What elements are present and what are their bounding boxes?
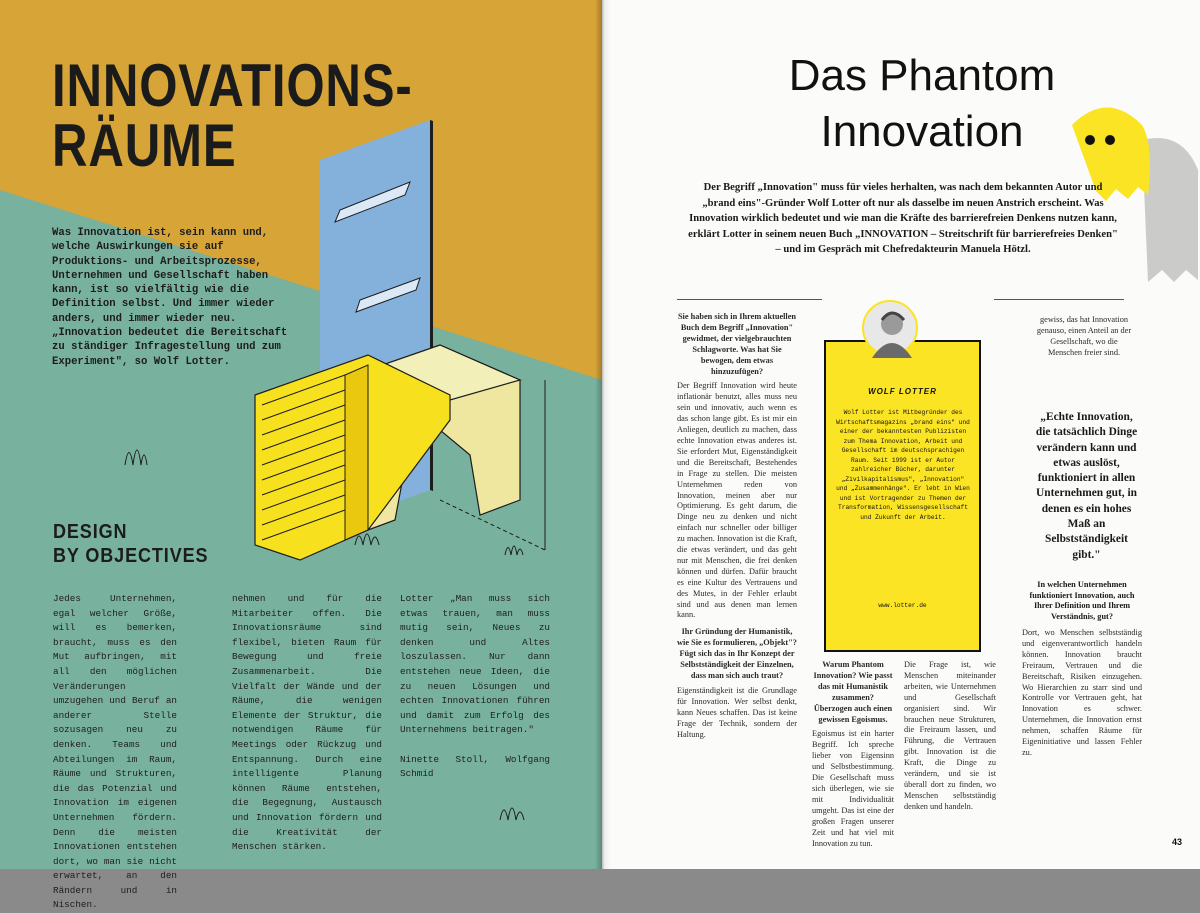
column-rule [677, 299, 822, 300]
right-lead: Der Begriff „Innovation" muss für vieles herhalten, was nach dem bekannten Autor und „brand eins"-Gründer Wolf Lotter oft nur als dasselbe im neuen Anstrich erscheint. Was Innovation wirklich bedeutet und wie man die Kräfte des barrierefreien Denkens nutzen kann, erklärt Lotter in seinem neuen Buch „INNOVATION – Streitschrift für barrierefreies Denken" – und im Gespräch mit Chefredakteurin Manuela Hötzl. [688, 182, 1118, 256]
left-subheading [53, 520, 208, 568]
left-title [52, 52, 413, 179]
interview-question: Warum Phantom Innovation? Wie passt das mit Humanistik zusammen? Überzogen auch einen gewissen Egoismus. [813, 660, 893, 724]
left-title-line2: RÄUME [52, 112, 237, 179]
right-col3 [904, 660, 996, 815]
right-title-line1: Das Phantom [788, 51, 1056, 100]
author-website: www.lotter.de [878, 602, 927, 609]
left-subheading-line1: DESIGN [53, 521, 128, 543]
right-col1 [677, 312, 797, 812]
right-title-line2: Innovation [820, 107, 1024, 156]
column-rule [994, 299, 1124, 300]
left-body-col1: Jedes Unternehmen, egal welcher Größe, will es bemerken, braucht, muss es den Mut aufbringen, mit all den möglichen Veränderungen umzugehen und Beruf an anderer Stelle sozusagen neu zu denken. Teams und Abteilungen im Raum, Räume und Strukturen, die das Potenzial und Innovation im eigenen Unternehmen fördern. Denn die meisten Innovationen entstehen dort, wo man sie nicht erwartet, an den Rändern und in Nischen. [53, 593, 177, 911]
left-body-col2: nehmen und für die Mitarbeiter offen. Die Innovationsräume sind flexibel, bieten Raum für Bewegung und freie Zusammenarbeit. Die Vielfalt der Wände und der Räume, die wenigen Elemente der Struktur, die notwendigen Räume für Meetings oder Rückzug und Entspannung. Durch eine intelligente Planung können Räume entstehen, die Begegnung, Austausch und Innovation fördern und die Kreativität der Menschen stärken. [232, 593, 382, 853]
interview-answer: Egoismus ist ein harter Begriff. Ich spreche lieber von Eigensinn und Selbstbestimmung. Die Gesellschaft muss sich überlegen, wie sie mit Individualität umgeht. Das ist eine der großen Fragen unserer Zeit und hat viel mit Innovation zu tun. [812, 729, 894, 848]
spine-gutter [595, 0, 611, 869]
interview-answer: Eigenständigkeit ist die Grundlage für Innovation. Wer selbst denkt, kann Neues schaffen. Das ist keine Frage der Technik, sondern der Haltung. [677, 685, 797, 739]
left-intro: Was Innovation ist, sein kann und, welche Auswirkungen sie auf Produktions- und Arbeitsprozesse, Unternehmen und Gesellschaft haben kann, ist so vielfältig wie die Definition selbst. Und immer wieder anders, und immer wieder neu. „Innovation bedeutet die Bereitschaft zu ständiger Infragestellung und zum Experiment", so Wolf Lotter. [52, 227, 288, 368]
interview-question: In welchen Unternehmen funktioniert Innovation, auch Ihrer Definition und Ihrem Verständnis, gut? [1029, 580, 1135, 621]
author-bio: Wolf Lotter ist Mitbegründer des Wirtschaftsmagazins „brand eins" und einer der bekanntesten Publizisten zum Thema Innovation, Arbeit und Gesellschaft im deutschsprachigen Raum. Seit 1999 ist er Autor zahlreicher Bücher, darunter „Zivilkapitalismus", „Innovation" und „Zusammenhänge". Er lebt in Wien und ist Vortragender zu Themen der Transformation, Wissensgesellschaft und Zukunft der Arbeit. [836, 409, 970, 521]
left-title-line1: INNOVATIONS- [52, 52, 413, 119]
left-body-col3: Lotter „Man muss sich etwas trauen, man muss mutig sein, Neues zu denken und Altes loszulassen. Nur dann entstehen neue Ideen, die zu neuen Lösungen und echten Innovationen führen und damit zum Erfolg des Unternehmens beitragen." Ninette Stoll, Wolfgang Schmid [400, 593, 550, 780]
right-col4-top: gewiss, das hat Innovation genauso, einen Anteil an der Gesellschaft, wo die Menschen freier sind. [1036, 315, 1132, 357]
interview-answer: Der Begriff Innovation wird heute inflationär benutzt, alles muss neu sein und innovativ, auch wenn es das schon lange gibt. Es ist mir ein Anliegen, deutlich zu machen, dass echte Innovation etwas anderes ist. Sie erfordert Mut, Eigenständigkeit und die Bereitschaft, Bestehendes in Frage zu stellen. Die meisten Unternehmen reden von Innovation, meinen aber nur Optimierung. Es geht darum, die Dinge neu zu denken und nicht einfach nur schneller oder billiger zu machen. Innovation ist die Kraft, die etwas verändert, und das geht nur mit Menschen, die frei denken können und dürfen. Dafür braucht es eine Kultur des Vertrauens und des Mutes, in der Fehler erlaubt sind und aus denen man lernen kann. [677, 381, 797, 620]
right-page [602, 0, 1200, 869]
pull-quote: „Echte Innovation, die tatsächlich Dinge verändern kann und etwas auslöst, funktioniert in allen Unternehmen gut, in denen es ein hohes Maß an Selbstständigkeit gibt." [1035, 411, 1138, 561]
page-number: 43 [1172, 837, 1183, 847]
right-col2 [812, 660, 894, 848]
right-title [722, 48, 1122, 160]
author-avatar [862, 300, 918, 356]
left-subheading-line2: BY OBJECTIVES [53, 545, 209, 567]
author-name: WOLF LOTTER [868, 387, 937, 396]
interview-question: Sie haben sich in Ihrem aktuellen Buch dem Begriff „Innovation" gewidmet, der vielgebrauchten Schlagworte. Was hat Sie bewogen, dem etwas hinzuzufügen? [677, 312, 797, 376]
interview-question: Ihr Gründung der Humanistik, wie Sie es formulieren, „Objekt"? Fügt sich das in Ihr Konzept der Selbstständigkeit der Einzelnen, dass man sich auch traut? [677, 627, 797, 680]
right-col4: Dort, wo Menschen selbstständig und eigenverantwortlich handeln können. Innovation braucht Freiraum, Vertrauen und die Bereitschaft, Risiken einzugehen. Wo Hierarchien zu starr sind und Kontrolle vor Vertrauen geht, hat Innovation es schwer. Unternehmen, die Innovation ernst nehmen, schaffen Räume für Eigeninitiative und lassen Fehler zu. [1022, 628, 1142, 757]
interview-answer: Die Frage ist, wie Menschen miteinander arbeiten, wie Unternehmen und Gesellschaft organisiert sind. Wir brauchen neue Strukturen, die Freiraum lassen, und Führung, die Vertrauen gibt. Innovation ist die Kraft, die Dinge zu verändern, und sie ist überall dort zu finden, wo Menschen selbstständig denken und handeln. [904, 660, 996, 811]
